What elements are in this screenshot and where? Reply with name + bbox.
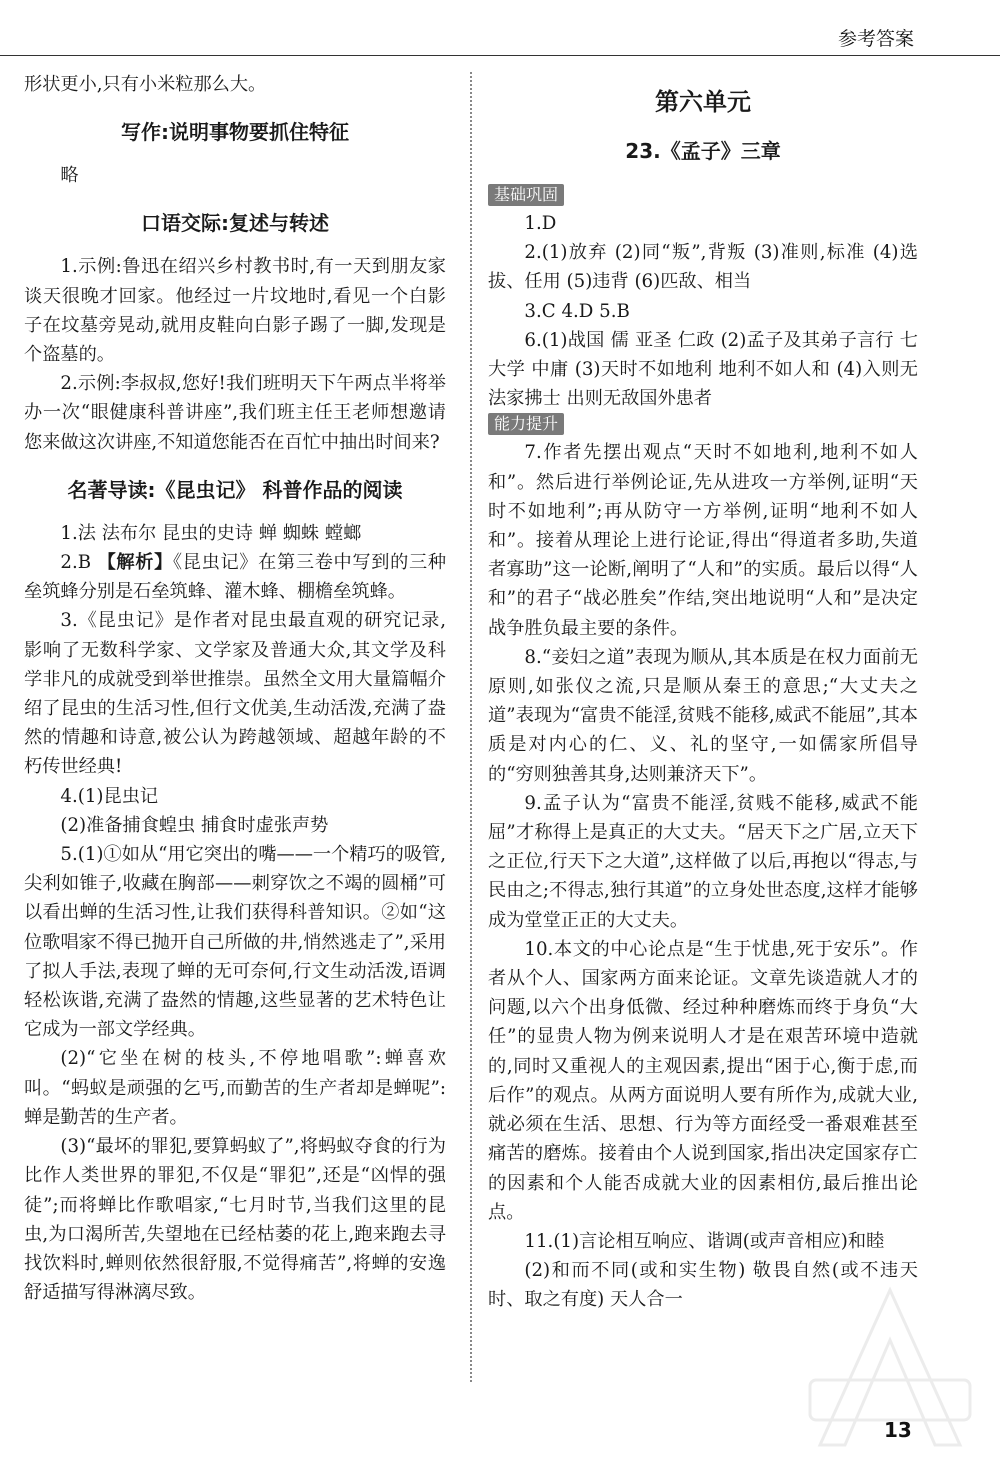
advanced-item-10: 10.本文的中心论点是“生于忧患,死于安乐”。作者从个人、国家两方面来论证。文章先谈造就人才的问题,以六个出身低微、经过种种磨炼而终于身负“大任”的显贵人物为例来说明人才是在艰苦环境中造就的,同时又重视人的主观因素,提出“困于心,衡于虑,而后作”的观点。从两方面说明人要有所作为,成就大业,就必须在生活、思想、行为等方面经受一番艰难甚至痛苦的磨炼。接着由个人说到国家,指出决定国家存亡的因素和个人能否成就大业的因素相仿,最后推出论点。 [488,938,918,1223]
writing-body: 略 [60,165,79,187]
header-rule [0,55,1000,56]
left-column [24,70,446,1307]
chapter-title: 23.《孟子》三章 [625,139,781,163]
reading-title: 名著导读:《昆虫记》 科普作品的阅读 [67,477,403,502]
basic-item-3: 3.C 4.D 5.B [524,300,630,322]
advanced-item-7: 7.作者先摆出观点“天时不如地利,地利不如人和”。然后进行举例论证,先从进攻一方举例,证明“天时不如地利”;再从防守一方举例,证明“地利不如人和”。接着从理论上进行论证,得出“得道者多助,失道者寡助”这一论断,阐明了“人和”的实质。最后以得“人和”的君子“战必胜矣”作结,突出地说明“人和”是决定战争胜负最主要的条件。 [488,442,918,639]
reading-q2 [24,548,446,606]
reading-q4b: (2)准备捕食蝗虫 捕食时虚张声势 [60,814,329,836]
page-header [0,0,1000,56]
writing-title: 写作:说明事物要抓住特征 [121,120,349,145]
reading-q5c: (3)“最坏的罪犯,要算蚂蚁了”,将蚂蚁夺食的行为比作人类世界的罪犯,不仅是“罪犯”,还是“凶悍的强徒”;而将蝉比作歌唱家,“七月时节,当我们这里的昆虫,为口渴所苦,失望地在已经枯萎的花上,跑来跑去寻找饮料时,蝉则依然很舒服,不觉得痛苦”,将蝉的安逸舒适描写得淋漓尽致。 [24,1136,446,1304]
basic-section-tag: 基础巩固 [488,184,564,206]
oral-title: 口语交际:复述与转述 [141,211,329,236]
basic-item-2: 2.(1)放弃 (2)同“叛”,背叛 (3)准则,标准 (4)选拔、任用 (5)违背 (6)匹敌、相当 [488,242,918,293]
oral-item-2: 2.示例:李叔叔,您好!我们班明天下午两点半将举办一次“眼健康科普讲座”,我们班主任王老师想邀请您来做这次讲座,不知道您能否在百忙中抽出时间来? [24,373,446,453]
advanced-section-tag: 能力提升 [488,413,564,435]
basic-item-1: 1.D [524,213,557,234]
advanced-item-9: 9.孟子认为“富贵不能淫,贫贱不能移,威武不能屈”才称得上是真正的大丈夫。“居天下之广居,立天下之正位,行天下之大道”,这样做了以后,再抱以“得志,与民由之;不得志,独行其道”的立身处世态度,这样才能够成为堂堂正正的大丈夫。 [488,792,918,931]
intro-line: 形状更小,只有小米粒那么大。 [24,74,267,95]
reading-q5b: (2)“它坐在树的枝头,不停地唱歌”:蝉喜欢叫。“蚂蚁是顽强的乞丐,而勤苦的生产者却是蝉呢”:蝉是勤苦的生产者。 [24,1048,446,1128]
page-number: 13 [884,1418,912,1442]
basic-item-4: 6.(1)战国 儒 亚圣 仁政 (2)孟子及其弟子言行 七 大学 中庸 (3)天时不如地利 地利不如人和 (4)入则无法家拂士 出则无敌国外患者 [488,329,918,410]
reading-q2-prefix: 2.B [60,552,98,574]
reading-q1: 1.法 法布尔 昆虫的史诗 蝉 蜘蛛 螳螂 [60,522,362,544]
oral-item-1: 1.示例:鲁迅在绍兴乡村教书时,有一天到朋友家谈天很晚才回家。他经过一片坟地时,看见一个白影子在坟墓旁晃动,就用皮鞋向白影子踢了一脚,发现是个盗墓的。 [24,256,446,366]
advanced-item-8: 8.“妾妇之道”表现为顺从,其本质是在权力面前无原则,如张仪之流,只是顺从秦王的意思;“大丈夫之道”表现为“富贵不能淫,贫贱不能移,威武不能屈”,其本质是对内心的仁、义、礼的坚守,一如儒家所倡导的“穷则独善其身,达则兼济天下”。 [488,646,918,785]
reading-q3: 3.《昆虫记》是作者对昆虫最直观的研究记录,影响了无数科学家、文学家及普通大众,其文学及科学非凡的成就受到举世推崇。虽然全文用大量篇幅介绍了昆虫的生活习性,但行文优美,生动活泼,充满了盎然的情趣和诗意,被公认为跨越领域、超越年龄的不朽传世经典! [24,610,446,778]
header-label: 参考答案 [837,28,914,50]
unit-title: 第六单元 [655,88,751,116]
reading-q4a: 4.(1)昆虫记 [60,785,159,807]
reading-q2-rest: 《昆虫记》在第三卷中写到的三种垒筑蜂分别是石垒筑蜂、灌木蜂、棚檐垒筑蜂。 [24,552,447,603]
reading-q5a: 5.(1)①如从“用它突出的嘴——一个精巧的吸管,尖利如锥子,收藏在胸部——刺穿饮之不竭的圆桶”可以看出蝉的生活习性,让我们获得科普知识。②如“这位歌唱家不得已抛开自己所做的井,悄然逃走了”,采用了拟人手法,表现了蝉的无可奈何,行文生动活泼,语调轻松诙谐,充满了盎然的情趣,这些显著的艺术特色让它成为一部文学经典。 [24,844,446,1041]
advanced-item-11a: 11.(1)言论相互响应、谐调(或声音相应)和睦 [524,1230,885,1252]
advanced-item-11b: (2)和而不同(或和实生物) 敬畏自然(或不违天时、取之有度) 天人合一 [488,1260,918,1311]
analysis-tag: 【解析】 [97,552,173,574]
column-divider [470,72,472,1382]
right-column [488,70,918,1315]
